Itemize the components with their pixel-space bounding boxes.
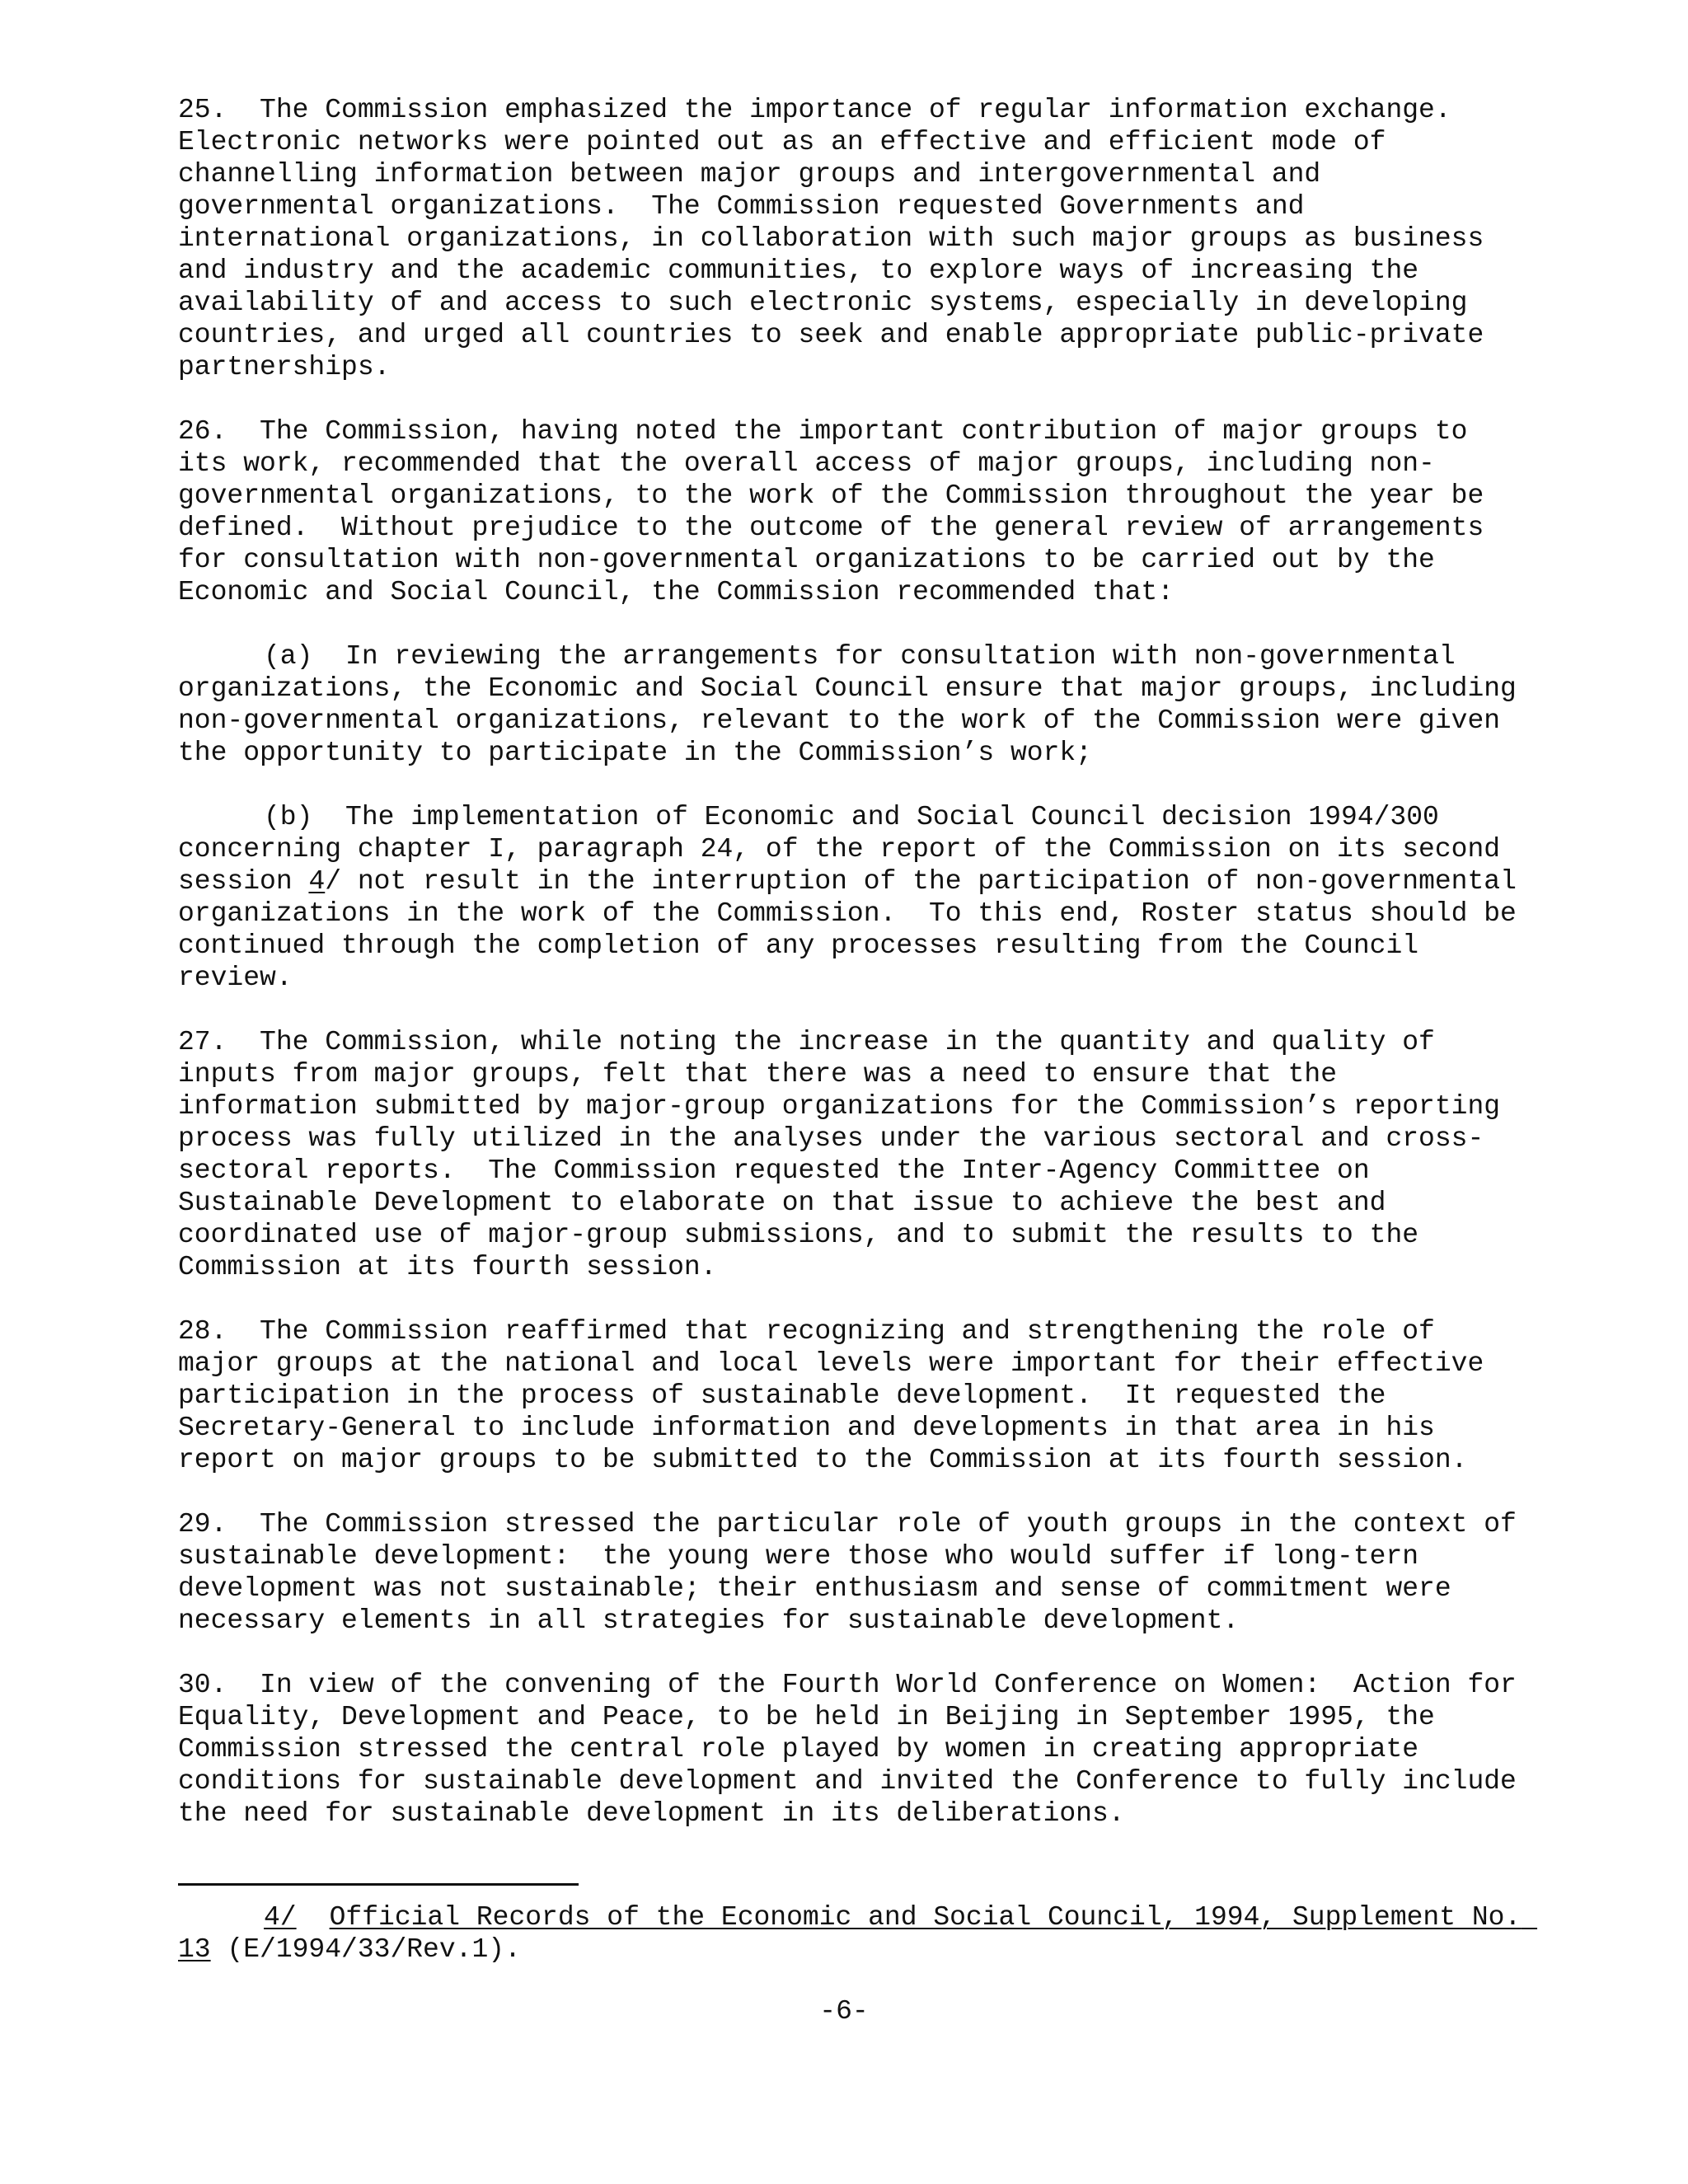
paragraph-26-b-text-end: / not result in the interruption of the participation of non-governmental organizations in the work of the Commission. To this end, Roster status should be continued through the completion of any processes resulting from the Council review. <box>178 866 1533 993</box>
paragraph-25: 25. The Commission emphasized the importance of regular information exchange. Electronic networks were pointed out as an effective and efficient mode of channelling information between major groups and intergovernmental and governmental organizations. The Commission requested Governments and international organizations, in collaboration with such major groups as business and industry and the academic communities, to explore ways of increasing the availability of and access to such electronic systems, especially in developing countries, and urged all countries to seek and enable appropriate public-private partnerships. <box>178 95 1501 382</box>
paragraph-26-b-text-start: (b) The implementation of Economic and Social Council decision 1994/300 concerning chapter I, paragraph 24, of the report of the Commission on its second session <box>178 802 1517 897</box>
footnote-divider <box>178 1883 579 1886</box>
paragraph-30: 30. In view of the convening of the Fourth World Conference on Women: Action for Equality, Development and Peace, to be held in Beijing in September 1995, the Commission stressed the central role played by women in creating appropriate conditions for sustainable development and invited the Conference to fully include the need for sustainable development in its deliberations. <box>178 1670 1533 1829</box>
document-body <box>178 94 1533 1862</box>
footnote-marker: 4/ <box>264 1902 297 1933</box>
footnote-document-symbol: (E/1994/33/Rev.1). <box>210 1934 521 1965</box>
paragraph-26: 26. The Commission, having noted the important contribution of major groups to its work, recommended that the overall access of major groups, including non-governmental organizations, to the work of the Commission throughout the year be defined. Without prejudice to the outcome of the general review of arrangements for consultation with non-governmental organizations to be carried out by the Economic and Social Council, the Commission recommended that: <box>178 416 1501 607</box>
paragraph-26-a: (a) In reviewing the arrangements for consultation with non-governmental organizations, the Economic and Social Council ensure that major groups, including non-governmental organizations, relevant to the work of the Commission were given the opportunity to participate in the Commission’s work; <box>178 641 1533 768</box>
paragraph-28: 28. The Commission reaffirmed that recognizing and strengthening the role of major groups at the national and local levels were important for their effective participation in the process of sustainable development. It requested the Secretary-General to include information and developments in that area in his report on major groups to be submitted to the Commission at its fourth session. <box>178 1316 1501 1475</box>
page-number: -6- <box>819 1996 869 2027</box>
paragraph-27: 27. The Commission, while noting the increase in the quantity and quality of inputs from major groups, felt that there was a need to ensure that the information submitted by major-group organizations for the Commission’s reporting process was fully utilized in the analyses under the various sectoral and cross-sectoral reports. The Commission requested the Inter-Agency Committee on Sustainable Development to elaborate on that issue to achieve the best and coordinated use of major-group submissions, and to submit the results to the Commission at its fourth session. <box>178 1027 1517 1282</box>
footnote <box>178 1901 1538 1966</box>
footnote-reference: 4 <box>308 866 326 897</box>
paragraph-26-b <box>178 801 1533 994</box>
paragraph-29: 29. The Commission stressed the particular role of youth groups in the context of sustainable development: the young were those who would suffer if long-tern development was not sustainable; their enthusiasm and sense of commitment were necessary elements in all strategies for sustainable development. <box>178 1509 1533 1636</box>
footnote-source-title: Official Records of the Economic and Social Council, 1994, Supplement No. 13 <box>178 1902 1538 1965</box>
